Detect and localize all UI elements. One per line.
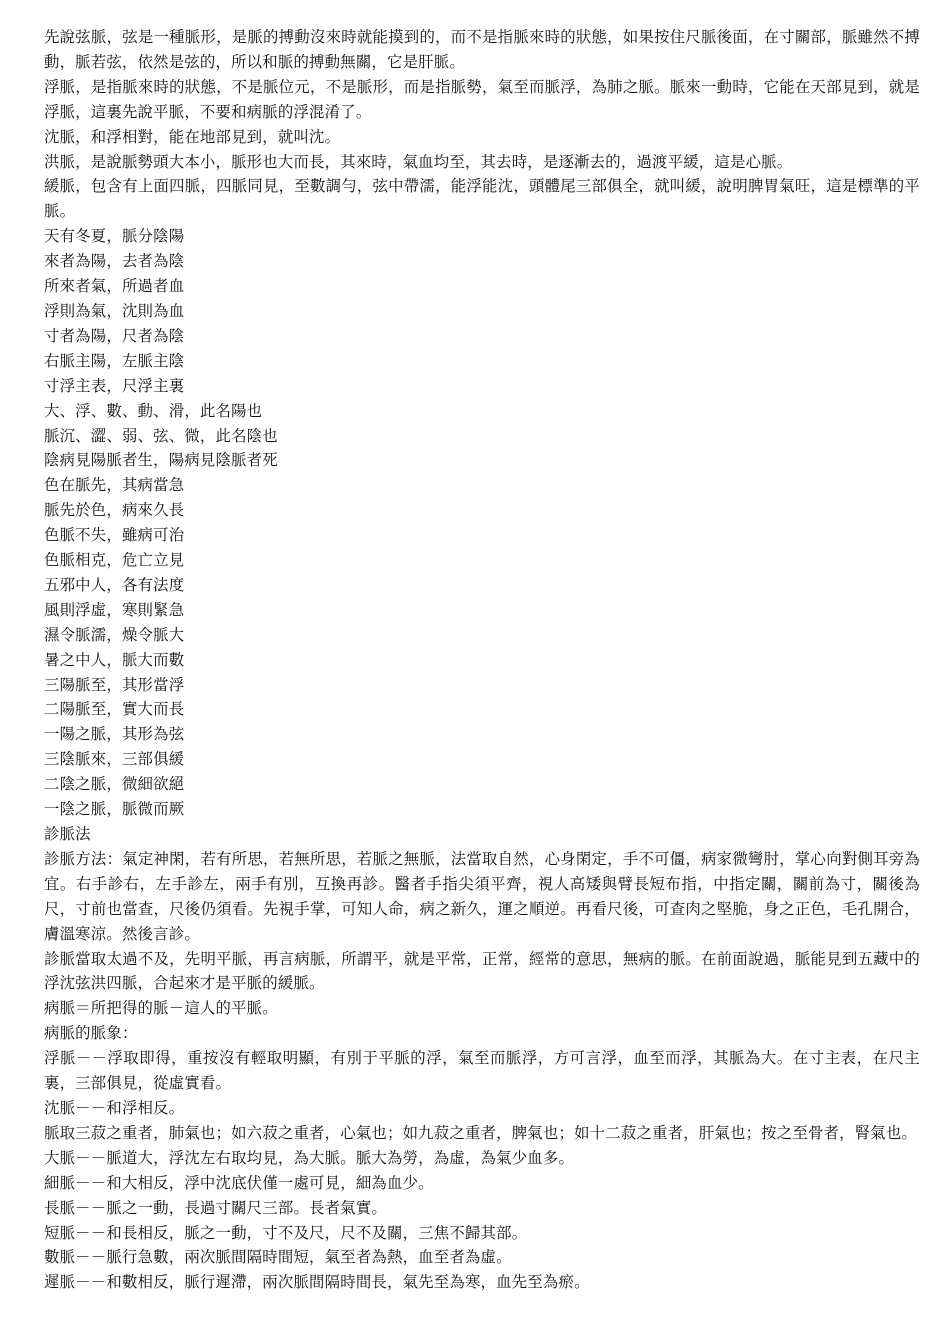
paragraph-normal-pulse: 診脈當取太過不及，先明平脈，再言病脈，所謂平，就是平常，正常，經常的意思，無病的脈。在前面說過，脈能見到五藏中的浮沈弦洪四脈，合起來才是平脈的緩脈。 — [44, 949, 920, 993]
verse-line: 脈先於色，病來久長 — [44, 501, 185, 520]
verse-line: 三陽脈至，其形當浮 — [44, 675, 185, 694]
paragraph-da-pulse: 大脈－－脈道大，浮沈左右取均見，為大脈。脈大為勞，為虛，為氣少血多。 — [44, 1148, 575, 1167]
paragraph-pathological-heading: 病脈的脈象： — [44, 1024, 138, 1043]
verse-line: 所來者氣，所過者血 — [44, 277, 185, 296]
paragraph-hong-pulse: 洪脈，是說脈勢頭大本小，脈形也大而長，其來時，氣血均至，其去時，是逐漸去的，過渡平緩，這是心脈。 — [44, 152, 793, 171]
verse-line: 陰病見陽脈者生，陽病見陰脈者死 — [44, 451, 278, 470]
verse-line: 脈沉、澀、弱、弦、微，此名陰也 — [44, 426, 278, 445]
paragraph-xi-pulse: 細脈－－和大相反，浮中沈底伏僅一處可見，細為血少。 — [44, 1173, 434, 1192]
verse-line: 三陰脈來，三部俱緩 — [44, 750, 185, 769]
verse-line: 寸浮主表，尺浮主裏 — [44, 376, 185, 395]
paragraph-shuo-pulse: 數脈－－脈行急數，兩次脈間隔時間短，氣至者為熱，血至者為虛。 — [44, 1248, 512, 1267]
verse-line: 右脈主陽，左脈主陰 — [44, 351, 185, 370]
verse-line: 色在脈先，其病當急 — [44, 476, 185, 495]
verse-line: 大、浮、數、動、滑，此名陽也 — [44, 401, 263, 420]
verse-line: 來者為陽，去者為陰 — [44, 252, 185, 271]
paragraph-huan-pulse: 緩脈，包含有上面四脈，四脈同見，至數調勻，弦中帶濡，能浮能沈，頭體尾三部俱全，就叫緩，說明脾胃氣旺，這是標準的平脈。 — [44, 177, 920, 221]
verse-line: 色脈不失，雖病可治 — [44, 526, 185, 545]
paragraph-chen-pathological: 沈脈－－和浮相反。 — [44, 1098, 185, 1117]
verse-line: 浮則為氣，沈則為血 — [44, 301, 185, 320]
verse-line: 二陽脈至，實大而長 — [44, 700, 185, 719]
paragraph-chen-pulse: 沈脈，和浮相對，能在地部見到，就叫沈。 — [44, 127, 341, 146]
paragraph-chang-pulse: 長脈－－脈之一動，長過寸關尺三部。長者氣實。 — [44, 1198, 387, 1217]
paragraph-xian-pulse: 先說弦脈，弦是一種脈形，是脈的搏動沒來時就能摸到的，而不是指脈來時的狀態，如果按住尺脈後面，在寸關部，脈雖然不搏動，脈若弦，依然是弦的，所以和脈的搏動無關，它是肝脈。 — [44, 28, 920, 71]
verse-line: 五邪中人，各有法度 — [44, 575, 185, 594]
paragraph-chi-pulse: 遲脈－－和數相反，脈行遲滯，兩次脈間隔時間長，氣先至為寒，血先至為瘀。 — [44, 1273, 590, 1292]
document-page — [44, 25, 920, 1295]
paragraph-fu-pathological: 浮脈－－浮取即得，重按沒有輕取明顯，有別于平脈的浮，氣至而脈浮，方可言浮，血至而浮，其脈為大。在寸主表，在尺主裏，三部俱見，從虛實看。 — [44, 1049, 920, 1093]
paragraph-diagnosis-method: 診脈方法：氣定神閑，若有所思，若無所思，若脈之無脈，法當取自然，心身閑定，手不可僵，病家微彎肘，掌心向對側耳旁為宜。右手診右，左手診左，兩手有別，互換再診。醫者手指尖須平齊，視人高矮與臂長短布指，中指定關，關前為寸，關後為尺，寸前也當查，尺後仍須看。先視手掌，可知人命，病之新久，運之順逆。再看尺後，可查肉之堅脆，身之正色，毛孔開合，膚溫寒涼。然後言診。 — [44, 849, 920, 943]
verse-line: 暑之中人，脈大而數 — [44, 650, 185, 669]
verse-line: 天有冬夏，脈分陰陽 — [44, 227, 185, 246]
section-heading: 診脈法 — [44, 825, 91, 843]
verse-line: 風則浮虛，寒則緊急 — [44, 600, 185, 619]
verse-line: 二陰之脈，微細欲絕 — [44, 775, 185, 794]
verse-line: 一陽之脈，其形為弦 — [44, 725, 185, 744]
verse-line: 一陰之脈，脈微而厥 — [44, 800, 185, 819]
paragraph-duan-pulse: 短脈－－和長相反，脈之一動，寸不及尺，尺不及關，三焦不歸其部。 — [44, 1223, 528, 1242]
verse-line: 寸者為陽，尺者為陰 — [44, 326, 185, 345]
paragraph-pathological-formula: 病脈＝所把得的脈－這人的平脈。 — [44, 999, 278, 1018]
paragraph-fu-pulse: 浮脈，是指脈來時的狀態，不是脈位元，不是脈形，而是指脈勢，氣至而脈浮，為肺之脈。脈來一動時，它能在天部見到，就是浮脈，這裏先說平脈，不要和病脈的浮混淆了。 — [44, 77, 920, 121]
verse-line: 濕令脈濡，燥令脈大 — [44, 625, 185, 644]
paragraph-shu-weights: 脈取三菽之重者，肺氣也；如六菽之重者，心氣也；如九菽之重者，脾氣也；如十二菽之重者，肝氣也；按之至骨者，腎氣也。 — [44, 1123, 918, 1142]
verse-line: 色脈相克，危亡立見 — [44, 551, 185, 570]
